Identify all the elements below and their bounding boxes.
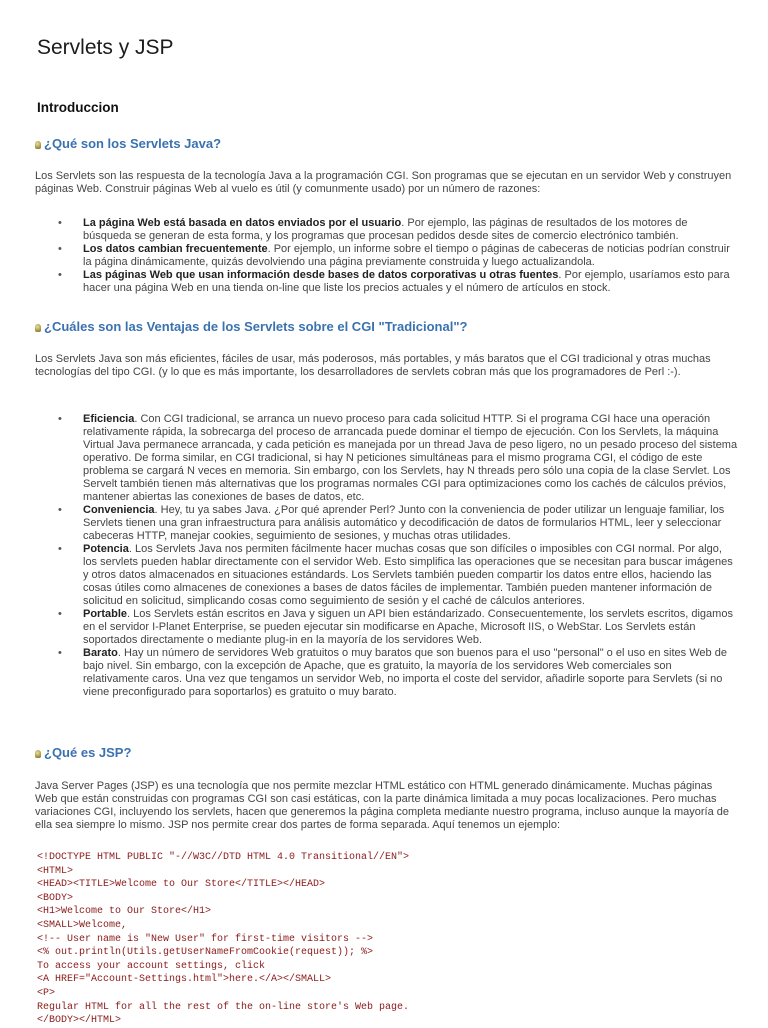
section-heading-text: ¿Cuáles son las Ventajas de los Servlets sobre el CGI "Tradicional"? bbox=[44, 319, 468, 334]
bullet-icon bbox=[35, 141, 41, 149]
paragraph-servlets: Los Servlets son las respuesta de la tecnología Java a la programación CGI. Son programas que se ejecutan en un servidor Web y construyen páginas Web. Construir páginas Web al vuelo es útil (y comunmente usado) por un número de razones: bbox=[35, 170, 732, 195]
list-item: • La página Web está basada en datos enviados por el usuario. Por ejemplo, las páginas de resultados de los motores de búsqueda se generan de esta forma, y los programas que procesan pedidos desde sites de comercio electrónico también. bbox=[58, 217, 738, 243]
list-item: • Conveniencia. Hey, tu ya sabes Java. ¿Por qué aprender Perl? Junto con la conveniencia de poder utilizar un lenguaje familiar, los Servlets tienen una gran infraestructura para análisis automático y decodificación de datos de formularios HTML, leer y seleccionar cabeceras HTTP, manejar cookies, seguimiento de sesiones, y muchas otras utilidades. bbox=[58, 504, 738, 543]
page-title: Servlets y JSP bbox=[37, 36, 174, 59]
code-line: Regular HTML for all the rest of the on-line store's Web page. bbox=[37, 1001, 410, 1013]
list-item: • Portable. Los Servlets están escritos en Java y siguen un API bien estándarizado. Consecuentemente, los servlets escritos, digamos en el servidor I-Planet Enterprise, se pueden ejecutar sin modificarse en Apache, Microsoft IIS, o WebStar. Los Servlets están soportados directamente o mediante plug-in en la mayoría de los servidores Web. bbox=[58, 608, 738, 647]
code-line: <SMALL>Welcome, bbox=[37, 919, 128, 931]
section-heading-servlets bbox=[35, 136, 221, 151]
list-item: • Los datos cambian frecuentemente. Por ejemplo, un informe sobre el tiempo o páginas de cabeceras de noticias podrían construir la página dinámicamente, quizás devolviendo una página previamente construida y luego actualizandola. bbox=[58, 243, 738, 269]
code-line: <!-- User name is "New User" for first-time visitors --> bbox=[37, 933, 374, 945]
code-line: <!DOCTYPE HTML PUBLIC "-//W3C//DTD HTML 4.0 Transitional//EN"> bbox=[37, 852, 410, 863]
code-example bbox=[37, 851, 409, 1028]
list-item: • Potencia. Los Servlets Java nos permiten fácilmente hacer muchas cosas que son difíciles o imposibles con CGI normal. Por algo, los servlets pueden hablar directamente con el servidor Web. Esto simplifica las operaciones que se necesitan para buscar imágenes y otros datos almacenados en situaciones estándards. Los Servlets también pueden compartir los datos entre ellos, haciendo las cosas útiles como almacenes de conexiones a bases de datos fáciles de implementar. También pueden mantener información de solicitud en solicitud, simplicando cosas como seguimiento de sesión y el caché de cálculos anteriores. bbox=[58, 543, 738, 608]
bullet-icon bbox=[35, 750, 41, 758]
code-line: <% out.println(Utils.getUserNameFromCookie(request)); %> bbox=[37, 947, 374, 959]
list-servlets-reasons bbox=[58, 217, 738, 295]
section-heading-advantages bbox=[35, 319, 467, 334]
list-item: • Las páginas Web que usan información desde bases de datos corporativas u otras fuentes. Por ejemplo, usaríamos esto para hacer una página Web en una tienda on-line que liste los precios actuales y el número de artículos en stock. bbox=[58, 269, 738, 295]
list-item: • Barato. Hay un número de servidores Web gratuitos o muy baratos que son buenos para el uso "personal" o el uso en sites Web de bajo nivel. Sin embargo, con la excepción de Apache, que es gratuito, la mayoría de los servidores Web comerciales son relativamente caros. Una vez que tengamos un servidor Web, no importa el coste del servidor, añadirle soporte para Servlets (si no viene preconfigurado para soportarlos) es gratuito o muy barato. bbox=[58, 647, 738, 699]
paragraph-advantages: Los Servlets Java son más eficientes, fáciles de usar, más poderosos, más portables, y más baratos que el CGI tradicional y otras muchas tecnologías del tipo CGI. (y lo que es más importante, los desarrolladores de servlets cobran más que los programadores de Perl :-). bbox=[35, 353, 711, 378]
bullet-icon bbox=[35, 324, 41, 332]
section-heading-text: ¿Qué es JSP? bbox=[44, 745, 132, 760]
code-line: To access your account settings, click bbox=[37, 960, 266, 972]
code-line: <HEAD><TITLE>Welcome to Our Store</TITLE></HEAD> bbox=[37, 879, 326, 891]
code-line: <H1>Welcome to Our Store</H1> bbox=[37, 906, 212, 918]
code-line: <A HREF="Account-Settings.html">here.</A></SMALL> bbox=[37, 974, 332, 986]
code-line: <HTML> bbox=[37, 865, 74, 877]
list-advantages bbox=[58, 413, 738, 699]
list-item: • Eficiencia. Con CGI tradicional, se arranca un nuevo proceso para cada solicitud HTTP. Si el programa CGI hace una operación relativamente rápida, la sobrecarga del proceso de arrancada puede dominar el tiempo de ejecución. Con los Servlets, la máquina Virtual Java permanece arrancada, y cada petición es manejada por un thread Java de peso ligero, no un pesado proceso del sistema operativo. De forma similar, en CGI tradicional, si hay N peticiones simultáneas para el mismo programa CGI, el código de este problema se cargará N veces en memoria. Sin embargo, con los Servlets, hay N threads pero sólo una copia de la clase Servlet. Los Servelt también tienen más alternativas que los programas normales CGI para optimizaciones como los cachés de cálculos prévios, mantener abiertas las conexiones de bases de datos, etc. bbox=[58, 413, 738, 504]
code-line: <BODY> bbox=[37, 892, 74, 904]
code-line: <P> bbox=[37, 987, 56, 999]
code-line: </BODY></HTML> bbox=[37, 1015, 122, 1027]
section-heading-jsp bbox=[35, 745, 131, 760]
paragraph-jsp: Java Server Pages (JSP) es una tecnología que nos permite mezclar HTML estático con HTML generado dinámicamente. Muchas páginas Web que están construidas con programas CGI son casi estáticas, con la parte dinámica limitada a muy pocas localizaciones. Pero muchas variaciones CGI, incluyendo los servlets, hacen que generemos la página completa mediante nuestro programa, incluso aunque la mayoría de ella sea siempre lo mismo. JSP nos permite crear dos partes de forma separada. Aquí tenemos un ejemplo: bbox=[35, 780, 730, 831]
section-heading-text: ¿Qué son los Servlets Java? bbox=[44, 136, 222, 151]
intro-heading: Introduccion bbox=[37, 100, 119, 115]
